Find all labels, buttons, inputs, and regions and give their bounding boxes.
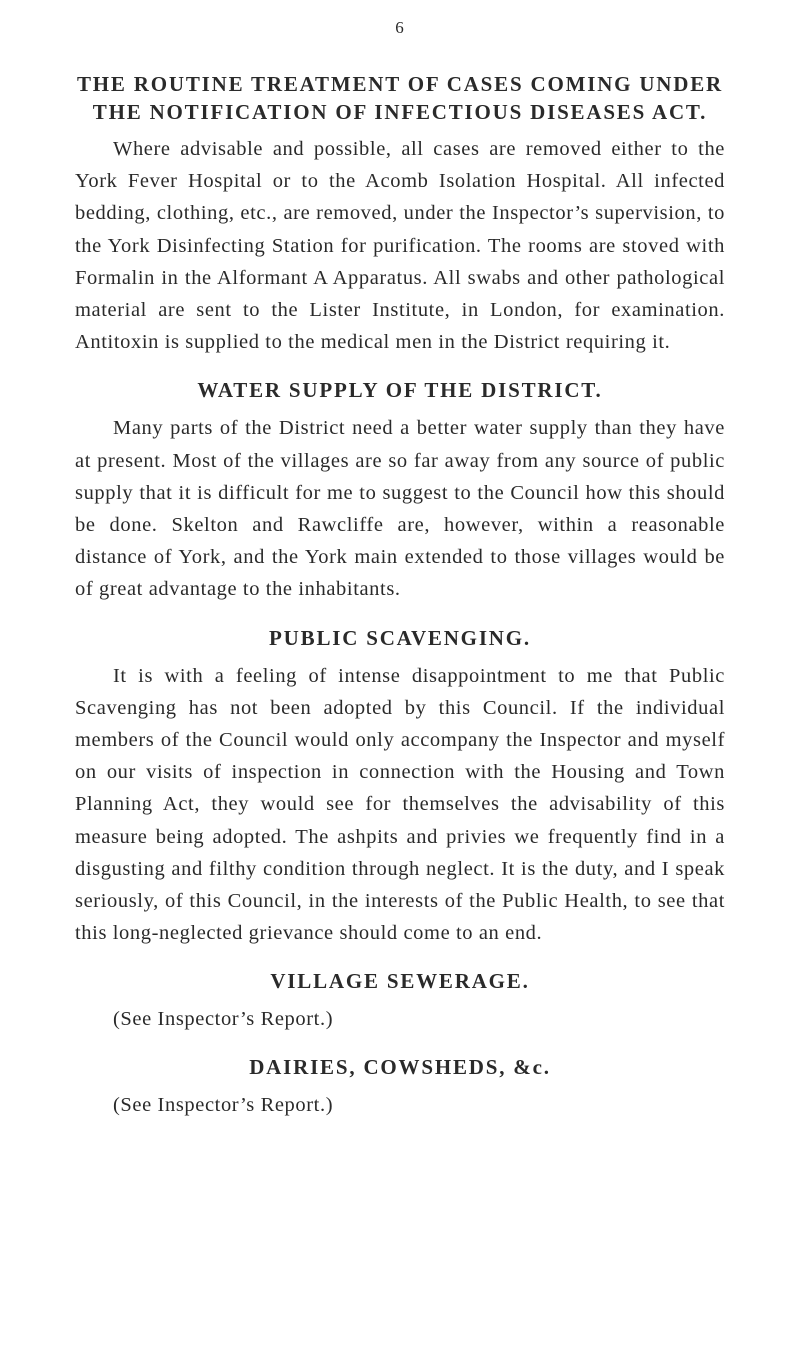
paragraph-routine-treatment: Where advisable and possible, all cases are removed either to the York Fever Hospital or to the Acomb Isolation Hospital. All infected bedding, clothing, etc., are removed, under the Inspector’s supervision, to the York Disinfecting Station for purification. The rooms are stoved with Formalin in the Alformant A Apparatus. All swabs and other pathological material are sent to the Lister Institute, in London, for examination. Antitoxin is supplied to the medical men in the District requiring it.	[75, 138, 725, 354]
paragraph-public-scavenging: It is with a feeling of intense disappointment to me that Public Scavenging has not been adopted by this Council. If the individual members of the Council would only accompany the Inspector and myself on our visits of inspection in connection with the Housing and Town Planning Act, they would see for themselves the advisability of this measure being adopted. The ashpits and privies we frequently find in a disgusting and filthy condition through neglect. It is the duty, and I speak seriously, of this Council, in the interests of the Public Health, to see that this long-neglected grievance should come to an end.	[75, 664, 725, 945]
note-dairies-cowsheds: (See Inspector’s Report.)	[113, 1094, 334, 1117]
section-heading-dairies-cowsheds: DAIRIES, COWSHEDS, &c.	[249, 1055, 551, 1080]
page-number: 6	[395, 18, 405, 37]
section-public-scavenging	[75, 624, 725, 950]
section-heading-routine-line2: THE NOTIFICATION OF INFECTIOUS DISEASES ACT.	[92, 100, 708, 124]
section-water-supply	[75, 376, 725, 605]
section-heading-public-scavenging: PUBLIC SCAVENGING.	[269, 625, 531, 650]
section-dairies-cowsheds	[75, 1053, 725, 1121]
paragraph-water-supply: Many parts of the District need a better water supply than they have at present. Most of the villages are so far away from any source of public supply that it is difficult for me to suggest to the Council how this should be done. Skelton and Rawcliffe are, however, within a reasonable distance of York, and the York main extended to those villages would be of great advantage to the inhabitants.	[75, 417, 725, 601]
page-content	[75, 70, 725, 1121]
section-heading-routine-line1: THE ROUTINE TREATMENT OF CASES COMING UNDER	[76, 72, 724, 96]
section-routine-treatment	[75, 70, 725, 358]
note-village-sewerage: (See Inspector’s Report.)	[113, 1008, 334, 1031]
section-heading-water-supply: WATER SUPPLY OF THE DISTRICT.	[197, 378, 603, 403]
section-heading-village-sewerage: VILLAGE SEWERAGE.	[270, 969, 530, 994]
section-village-sewerage	[75, 967, 725, 1035]
